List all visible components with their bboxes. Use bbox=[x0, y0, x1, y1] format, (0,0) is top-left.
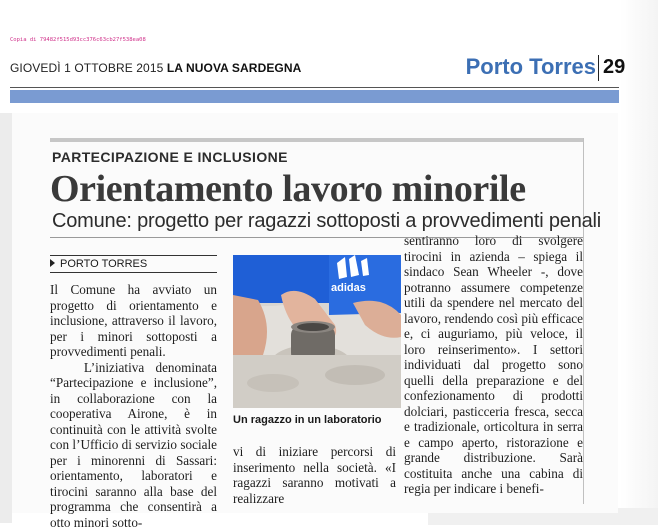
article-headline: Orientamento lavoro minorile bbox=[50, 168, 526, 210]
article-right-rule bbox=[583, 138, 584, 504]
page-header-left bbox=[10, 61, 301, 75]
photo-illustration bbox=[233, 255, 401, 408]
article-column-3: sentiranno loro di svolgere tirocini in azienda – spiega il sindaco Sean Wheeler -, dove potranno assumere competenze utili da spendere nel mercato del lavoro, rendendo così più efficace e, ci auguriamo, più veloce, il loro reinserimento». I settori individuati dal progetto sono quelli della preparazione e del confezionamento di prodotti dolciari, pasticceria fresca, secca e tradizionale, orticoltura in serra e campo aperto, ristorazione e grande distribuzione. Sarà costituita anche una cabina di regia per indicare i benefi- bbox=[404, 233, 583, 496]
dateline-bottom-rule bbox=[50, 272, 217, 273]
right-margin-shade bbox=[620, 0, 658, 525]
photo-caption: Un ragazzo in un laboratorio bbox=[233, 414, 382, 426]
issue-date: GIOVEDÌ 1 OTTOBRE 2015 bbox=[10, 61, 164, 75]
article-column-2: vi di iniziare percorsi di inserimento nella società. «I ragazzi saranno motivati a realizzare bbox=[233, 444, 396, 506]
article-top-rule bbox=[50, 138, 583, 142]
copy-notice: Copia di 79482f515d93cc376c63cb27f538ea08 bbox=[10, 37, 146, 43]
dateline-top-rule bbox=[50, 255, 217, 256]
left-margin-shade bbox=[0, 113, 12, 523]
article-kicker: PARTECIPAZIONE E INCLUSIONE bbox=[52, 149, 288, 165]
article-photo bbox=[233, 255, 401, 408]
page-number: 29 bbox=[603, 56, 626, 78]
section-title: Porto Torres bbox=[465, 54, 596, 79]
header-band bbox=[10, 90, 619, 103]
article-subhead: Comune: progetto per ragazzi sottoposti a provvedimenti penali bbox=[52, 210, 602, 232]
triangle-bullet-icon bbox=[50, 259, 55, 267]
dateline bbox=[50, 258, 147, 270]
article-column-1: Il Comune ha avviato un progetto di orientamento e inclusione, attraverso il lavoro, per i minori sottoposti a provvedimenti penali. L’iniziativa denominata “Partecipazione e inclusione”, in collaborazione con la cooperativa Airone, è in continuità con le attività svolte con l’Ufficio di servizio sociale per i minorenni di Sassari: orientamento, laboratori e tirocini saranno alla base del programma che consentirà a otto minori sotto- bbox=[50, 282, 217, 530]
header-rule bbox=[10, 87, 619, 88]
newspaper-name: LA NUOVA SARDEGNA bbox=[166, 61, 302, 75]
dateline-text: PORTO TORRES bbox=[60, 258, 148, 270]
page-number-divider bbox=[598, 55, 599, 81]
shirt-logo-text: adidas bbox=[331, 282, 366, 294]
